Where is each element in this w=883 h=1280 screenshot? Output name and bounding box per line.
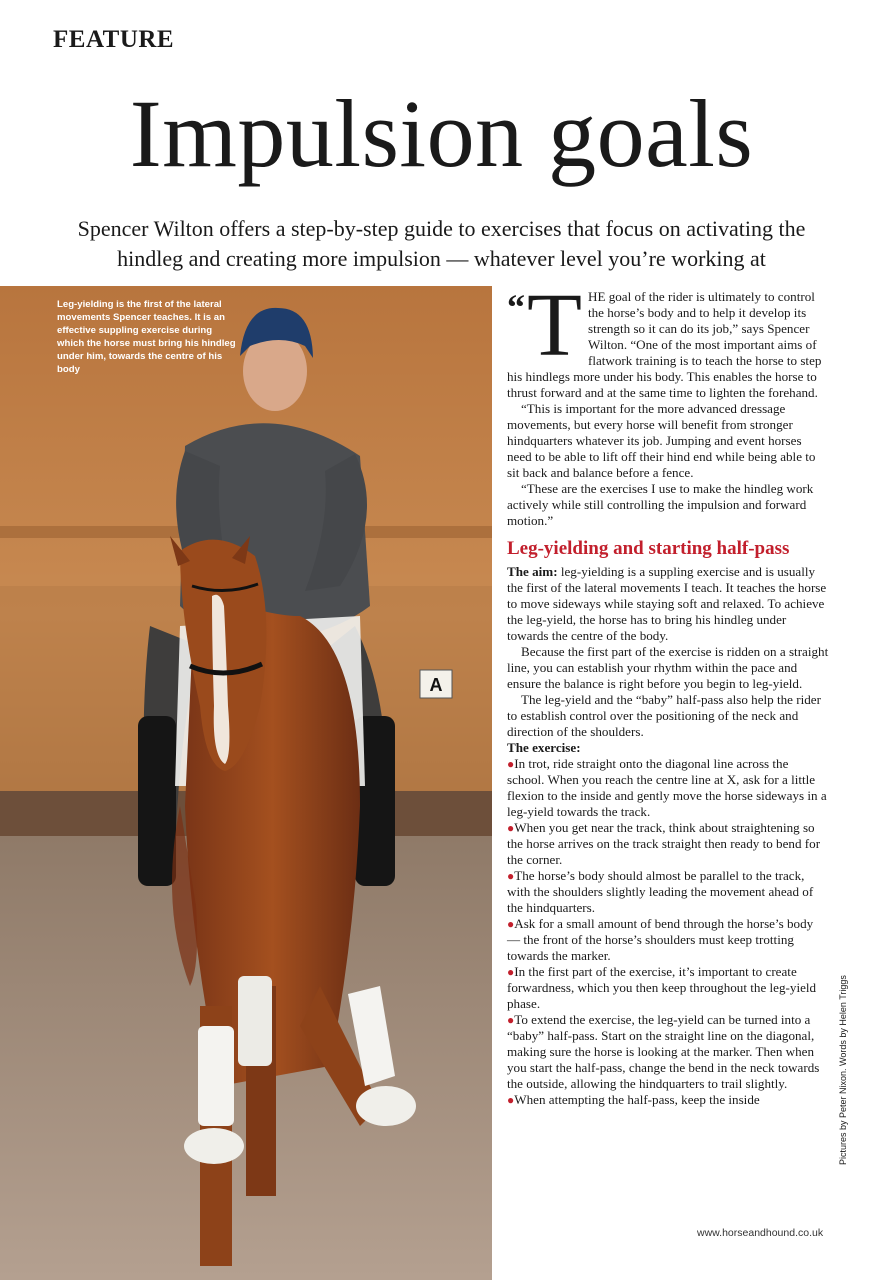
- bullet-icon: ●: [507, 757, 515, 771]
- headline: Impulsion goals: [129, 80, 754, 187]
- bullet-icon: ●: [507, 965, 515, 979]
- horse-bell-boot-left: [184, 1128, 244, 1164]
- aim-text: leg-yielding is a suppling exercise and is usually the first of the lateral movements I teach. It teaches the horse to move sideways while staying soft and relaxed. To achieve the leg-yield, the horse has to bring his hindleg under towards the centre of the body.: [507, 564, 827, 643]
- photo-rider-on-horse: [0, 286, 492, 1280]
- bullet-text: In the first part of the exercise, it’s important to create forwardness, which you then keep throughout the leg-yield phase.: [507, 964, 817, 1011]
- standfirst-line-2: hindleg and creating more impulsion — whatever level you’re working at: [117, 246, 766, 271]
- aim-label: The aim:: [507, 564, 558, 579]
- photo-credit: Pictures by Peter Nixon. Words by Helen Triggs: [838, 975, 848, 1165]
- arena-letter: A: [429, 675, 443, 695]
- footer-url: www.horseandhound.co.uk: [697, 1227, 824, 1239]
- section-heading: Leg-yielding and starting half-pass: [507, 538, 790, 559]
- intro-paragraph-2: “This is important for the more advanced dressage movements, but every horse will benefit from stronger hindquarters whatever its job. Jumping and event horses need to be able to lift off their hind end while being able to sit back and balance before a fence.: [507, 401, 816, 480]
- section-paragraph-2: Because the first part of the exercise is ridden on a straight line, you can establish your rhythm within the pace and ensure the balance is right before you begin to leg-yield.: [507, 644, 829, 691]
- horse-bandage-hind: [238, 976, 272, 1066]
- bullet-text: In trot, ride straight onto the diagonal line across the school. When you reach the centre line at X, ask for a little flexion to the inside and gently move the horse sideways in a leg-yield towards the track.: [507, 756, 827, 819]
- bullet-item: [507, 1092, 829, 1108]
- bullet-item: [507, 820, 829, 868]
- bullet-item: [507, 1012, 829, 1092]
- rider-left-boot: [138, 716, 176, 886]
- bullet-item: [507, 964, 829, 1012]
- bullet-text: When attempting the half-pass, keep the inside: [514, 1092, 760, 1107]
- horse-bandage-front-left: [198, 1026, 234, 1126]
- intro-paragraph-1: [507, 276, 829, 401]
- dropcap-letter: T: [527, 276, 582, 375]
- bullet-text: Ask for a small amount of bend through the horse’s body — the front of the horse’s shoulders must keep trotting towards the marker.: [507, 916, 814, 963]
- intro-paragraph-3: “These are the exercises I use to make the hindleg work actively while still controlling the impulsion and forward motion.”: [507, 481, 814, 528]
- horse-bell-boot-right: [356, 1086, 416, 1126]
- bullet-item: [507, 756, 829, 820]
- section-tag: FEATURE: [53, 26, 175, 53]
- bullet-icon: ●: [507, 821, 515, 835]
- dropcap-block: [507, 276, 582, 375]
- bullet-text: To extend the exercise, the leg-yield can be turned into a “baby” half-pass. Start on the straight line on the diagonal, making sure the horse is looking at the marker. Then when you start the half-pass, change the bend in the neck towards the outside, allowing the hindquarters to trail slightly.: [507, 1012, 820, 1091]
- bullet-icon: ●: [507, 1093, 515, 1107]
- photo-illustration: [0, 286, 492, 1280]
- bullet-icon: ●: [507, 869, 515, 883]
- bullet-icon: ●: [507, 917, 515, 931]
- standfirst: [40, 214, 843, 274]
- article-body: [507, 276, 829, 1108]
- exercise-heading: The exercise:: [507, 740, 581, 755]
- intro-text: HE goal of the rider is ultimately to control the horse’s body and to help it develop its strength so it can do its job,” says Spencer Wilton. “One of the most important aims of flatwork training is to teach the horse to step his hindlegs more under his body. This enables the horse to thrust forward and at the same time to lighten the forehand.: [507, 289, 822, 400]
- bullet-item: [507, 916, 829, 964]
- bullet-text: When you get near the track, think about straightening so the horse arrives on the track straight then ready to bend for the corner.: [507, 820, 821, 867]
- aim-paragraph: [507, 564, 829, 644]
- bullet-text: The horse’s body should almost be parallel to the track, with the shoulders slightly leading the movement ahead of the hindquarters.: [507, 868, 814, 915]
- bullet-item: [507, 868, 829, 916]
- opening-quote-mark: “: [507, 287, 525, 327]
- section-paragraph-3: The leg-yield and the “baby” half-pass also help the rider to establish control over the positioning of the neck and direction of the shoulders.: [507, 692, 821, 739]
- standfirst-line-1: Spencer Wilton offers a step-by-step guide to exercises that focus on activating the: [77, 216, 806, 241]
- bullet-icon: ●: [507, 1013, 515, 1027]
- photo-caption: Leg-yielding is the first of the lateral movements Spencer teaches. It is an effective suppling exercise during which the horse must bring his hindleg under him, towards the centre of his body: [57, 299, 236, 375]
